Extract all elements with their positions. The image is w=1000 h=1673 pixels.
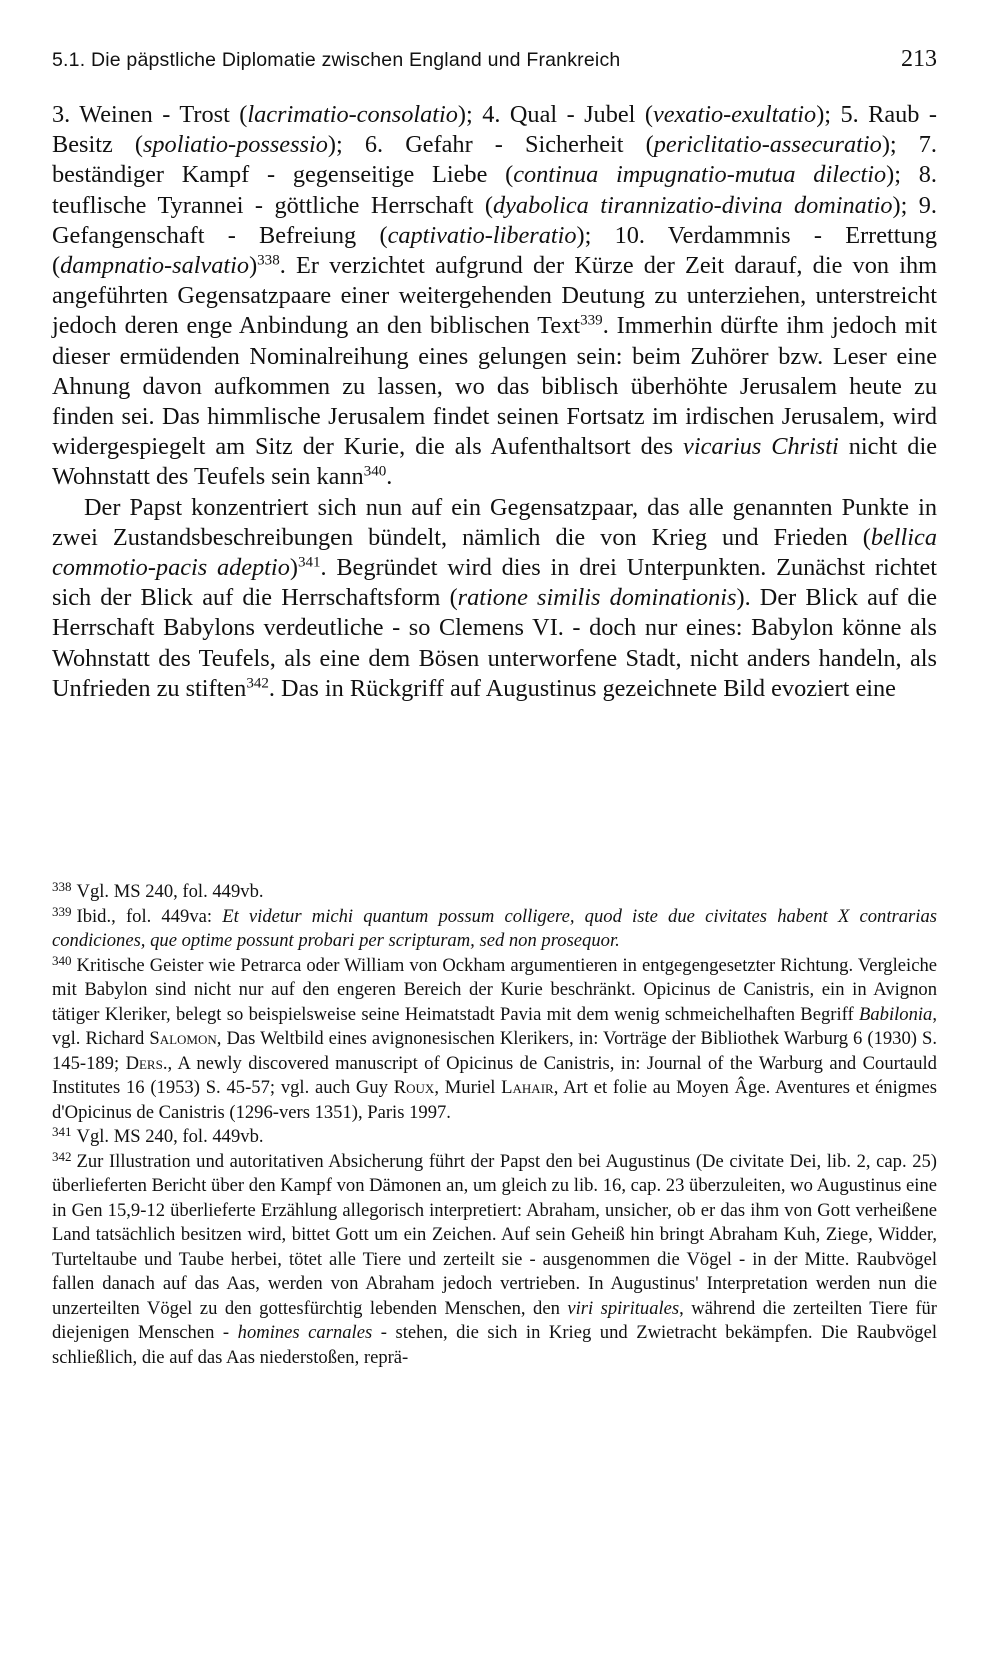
footnote-text: Ibid., fol. 449va:: [76, 905, 223, 927]
footnote-ref-342[interactable]: 342: [246, 675, 269, 692]
page-number: 213: [901, 46, 937, 72]
text-run: . Das in Rückgriff auf Augustinus gezeichnete Bild evoziert eine: [268, 674, 896, 702]
footnote-339: [52, 905, 937, 954]
latin-term: dyabolica tirannizatio-divina dominatio: [493, 191, 893, 219]
footnote-text: , während die zerteilten Tiere für diejenigen Menschen -: [52, 1297, 937, 1343]
footnote-number: 340: [52, 952, 72, 968]
text-run: nicht die Wohnstatt des Teufels sein kann: [52, 433, 937, 491]
latin-term: captivatio-liberatio: [387, 221, 577, 249]
footnotes: [52, 880, 937, 1370]
paragraph: [52, 100, 937, 493]
text-run: . Begründet wird dies in drei Unterpunkten. Zunächst richtet sich der Blick auf die Herrschaftsform (: [52, 554, 937, 612]
footnote-text: , Das Weltbild eines avignonesischen Klerikers, in: Vorträge der Bibliothek Warburg 6 (1930) S. 145-189;: [52, 1028, 937, 1074]
running-header: [52, 46, 937, 76]
footnote-text: , A newly discovered manuscript of Opicinus de Canistris, in: Journal of the Warburg and Courtauld Institutes 16 (1953) S. 45-57; vgl. auch Guy: [52, 1052, 937, 1098]
author-name: Lahair: [501, 1077, 554, 1098]
text-run: Der Papst konzentriert sich nun auf ein Gegensatzpaar, das alle genannten Punkte in zwei Zustandsbeschreibungen bündelt, nämlich die von Krieg und Frieden (: [52, 493, 937, 551]
text-run: ): [289, 554, 298, 582]
footnote-ref-339[interactable]: 339: [580, 313, 603, 330]
footnote-341: [52, 1125, 937, 1150]
footnote-text: , Art et folie au Moyen Âge. Aventures et énigmes d'Opicinus de Canistris (1296-vers 1351), Paris 1997.: [52, 1077, 937, 1123]
footnote-342: [52, 1150, 937, 1371]
footnote-text: Vgl. MS 240, fol. 449vb.: [76, 881, 264, 902]
paragraph: [52, 493, 937, 704]
latin-term: viri spirituales: [567, 1297, 680, 1319]
text-run: ). Der Blick auf die Herrschaft Babylons verdeutliche - so Clemens VI. - doch nur eines: Babylon könne als Wohnstatt des Teufels, als eine dem Bösen unterworfene Stadt, nicht anders handeln, als Unfrieden zu stiften: [52, 584, 938, 702]
text-run: .: [386, 463, 393, 491]
latin-term: Babilonia: [859, 1003, 933, 1025]
latin-term: bellica commotio-pacis adeptio: [52, 523, 937, 582]
footnote-338: [52, 880, 937, 905]
latin-term: lacrimatio-consolatio: [247, 101, 458, 128]
author-name: Ders.: [125, 1052, 168, 1074]
text-run: ); 8. teuflische Tyrannei - göttliche Herrschaft (: [52, 161, 937, 219]
text-run: ): [249, 252, 258, 280]
main-text: [52, 100, 937, 704]
latin-term: ratione similis dominationis: [457, 584, 737, 612]
latin-term: vicarius Christi: [683, 433, 839, 461]
latin-term: dampnatio-salvatio: [60, 252, 250, 280]
footnote-ref-340[interactable]: 340: [363, 464, 387, 481]
text-run: ); 6. Gefahr - Sicherheit (: [327, 131, 654, 159]
footnote-number: 339: [52, 903, 72, 919]
latin-term: homines carnales: [237, 1322, 373, 1343]
author-name: Salomon: [149, 1028, 217, 1049]
footnote-text: - stehen, die sich in Krieg und Zwietracht bekämpfen. Die Raubvögel schließlich, die auf das Aas niederstoßen, reprä-: [52, 1322, 938, 1368]
text-run: ); 7. beständiger Kampf - gegenseitige Liebe (: [52, 131, 937, 189]
footnote-number: 342: [52, 1148, 72, 1164]
latin-term: vexatio-exultatio: [652, 101, 817, 128]
text-run: ); 5. Raub - Besitz (: [52, 101, 937, 159]
author-name: Roux: [393, 1077, 435, 1098]
latin-term: spoliatio-possessio: [142, 131, 328, 159]
footnote-text: , vgl. Richard: [52, 1003, 937, 1049]
footnote-text: Zur Illustration und autoritativen Absicherung führt der Papst den bei Augustinus (De civitate Dei, lib. 2, cap. 25) überlieferten Bericht über den Kampf von Dämonen an, um gleich zu lib. 16, cap. 23 überzuleiten, wo Augustinus eine in Gen 15,9-12 überlieferte Erzählung allegorisch interpretiert: Abraham, unsicher, ob er das ihm von Gott verheißene Land tatsächlich besitzen wird, bittet Gott um ein Zeichen. Auf sein Geheiß hin bringt Abraham Kuh, Ziege, Widder, Turteltaube und Taube herbei, tötet alle Tiere und zerteilt sie - ausgenommen die Vögel - in der Mitte. Raubvögel fallen danach auf das Aas, werden von Abraham jedoch vertrieben. In Augustinus' Interpretation werden nun die unzerteilten Vögel zu den gottesfürchtig lebenden Menschen, den: [52, 1150, 937, 1319]
footnote-ref-341[interactable]: 341: [297, 554, 321, 571]
text-run: ); 4. Qual - Jubel (: [457, 101, 653, 128]
latin-term: periclitatio-assecuratio: [653, 131, 882, 159]
latin-term: continua impugnatio-mutua dilectio: [513, 161, 887, 189]
latin-quote: Et videtur michi quantum possum colligere, quod iste due civitates habent X contrarias condiciones, que optime possunt probari per scripturam, sed non prosequor.: [52, 905, 937, 951]
text-run: ); 9. Gefangenschaft - Befreiung (: [52, 191, 937, 249]
text-run: . Immerhin dürfte ihm jedoch mit dieser ermüdenden Nominalreihung eines gelungen sein: beim Zuhörer bzw. Leser eine Ahnung davon aufkommen zu lassen, wo das biblisch überhöhte Jerusalem heute zu finden sei. Das himmlische Jerusalem findet seinen Fortsatz im irdischen Jerusalem, wird widergespiegelt am Sitz der Kurie, die als Aufenthaltsort des: [52, 312, 938, 461]
footnote-340: [52, 954, 937, 1126]
footnote-text: , Muriel: [434, 1077, 502, 1098]
footnote-number: 338: [52, 879, 72, 895]
running-title: 5.1. Die päpstliche Diplomatie zwischen England und Frankreich: [52, 49, 621, 71]
text-run: ); 10. Verdammnis - Errettung (: [52, 221, 937, 280]
footnote-ref-338[interactable]: 338: [257, 252, 280, 269]
footnote-text: Vgl. MS 240, fol. 449vb.: [76, 1126, 264, 1147]
text-run: 3. Weinen - Trost (: [52, 101, 248, 128]
footnote-text: Kritische Geister wie Petrarca oder William von Ockham argumentieren in entgegengesetzter Richtung. Vergleiche mit Babylon sind nicht nur auf den engeren Bereich der Kurie beschränkt. Opicinus de Canistris, ein in Avignon tätiger Kleriker, belegt so beispielsweise seine Heimatstadt Pavia mit dem wenig schmeichelhaften Begriff: [52, 954, 937, 1025]
text-run: . Er verzichtet aufgrund der Kürze der Zeit darauf, die von ihm angeführten Gegensatzpaare einer weitergehenden Deutung zu unterziehen, unterstreicht jedoch deren enge Anbindung an den biblischen Text: [52, 252, 937, 340]
footnote-number: 341: [52, 1124, 72, 1140]
